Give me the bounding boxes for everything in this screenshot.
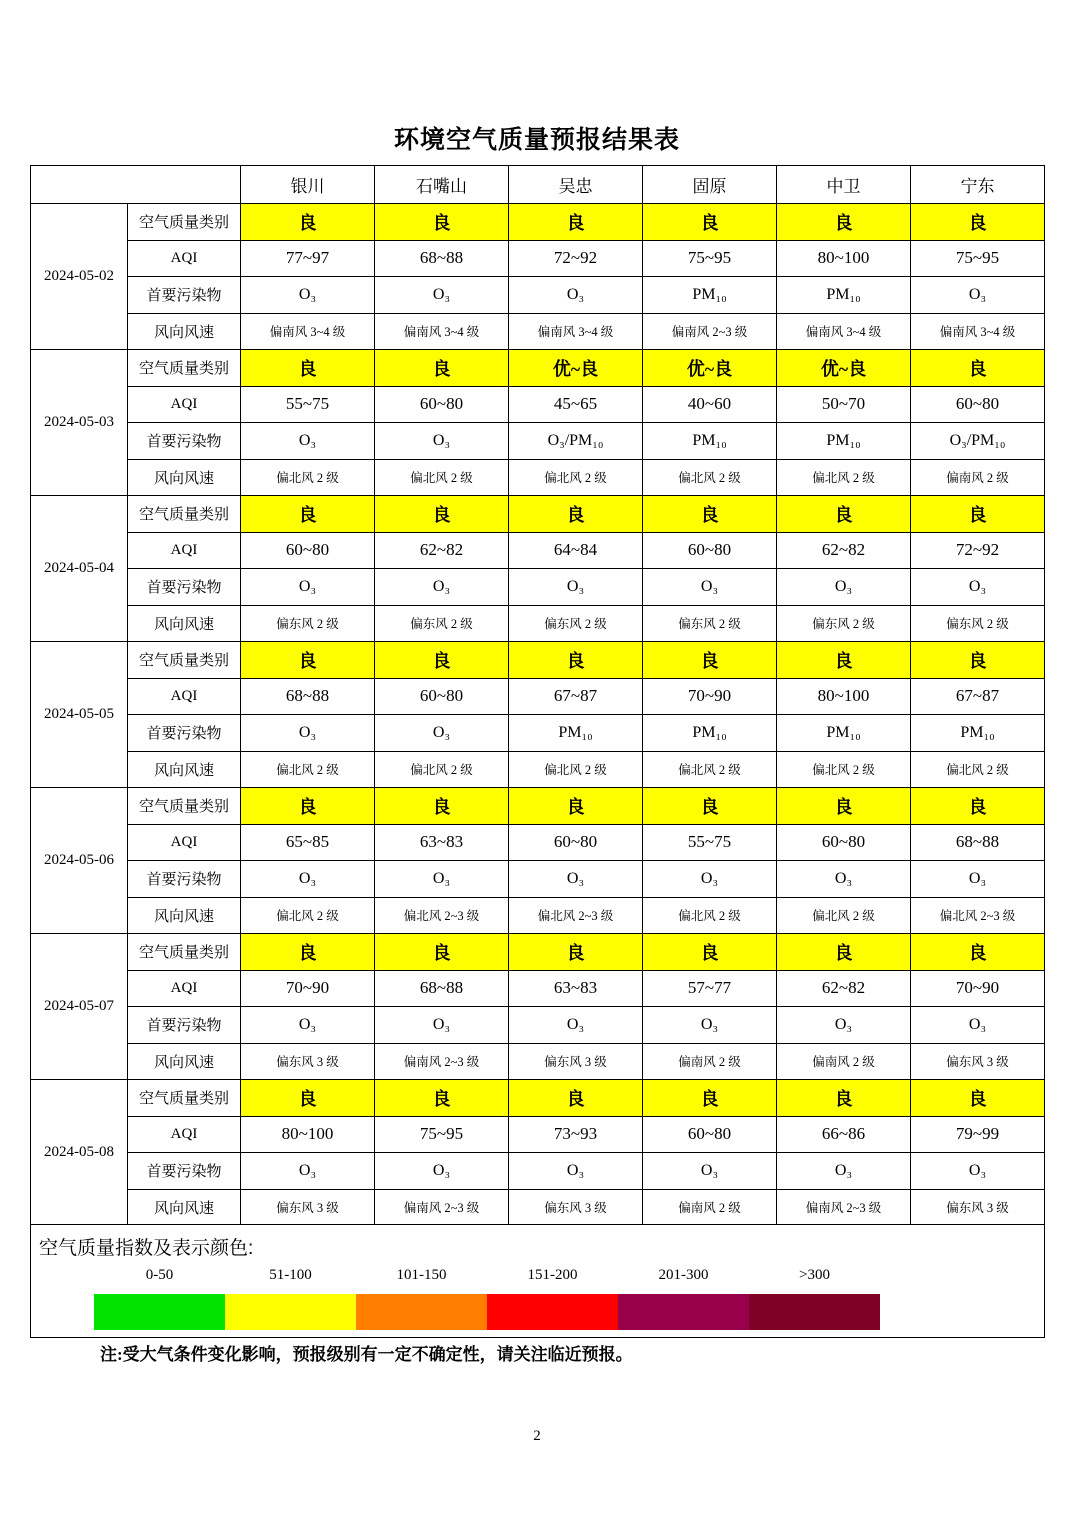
date-cell: 2024-05-05 (31, 642, 128, 788)
table-row (31, 1116, 1045, 1153)
category-cell: 良 (643, 934, 777, 971)
category-cell: 良 (241, 496, 375, 533)
category-cell: 良 (509, 1080, 643, 1117)
table-row (31, 1043, 1045, 1080)
category-cell: 良 (777, 788, 911, 825)
date-cell: 2024-05-08 (31, 1080, 128, 1226)
legend-range-labels (94, 1267, 880, 1284)
aqi-cell: 68~88 (241, 678, 375, 715)
aqi-cell: 55~75 (643, 824, 777, 861)
row-label-pollutant: 首要污染物 (128, 715, 241, 752)
date-cell: 2024-05-04 (31, 496, 128, 642)
pollutant-cell: O₃ (375, 423, 509, 460)
pollutant-cell: O₃ (509, 1007, 643, 1044)
pollutant-cell: O₃ (509, 861, 643, 898)
aqi-cell: 68~88 (911, 824, 1045, 861)
row-label-category: 空气质量类别 (128, 350, 241, 387)
row-label-pollutant: 首要污染物 (128, 569, 241, 606)
category-cell: 良 (241, 204, 375, 241)
category-cell: 良 (241, 788, 375, 825)
row-label-wind: 风向风速 (128, 459, 241, 496)
legend-color-block (749, 1294, 880, 1330)
pollutant-cell: O₃ (911, 569, 1045, 606)
aqi-cell: 60~80 (777, 824, 911, 861)
category-cell: 良 (509, 788, 643, 825)
aqi-cell: 65~85 (241, 824, 375, 861)
legend-color-block (225, 1294, 356, 1330)
aqi-cell: 77~97 (241, 240, 375, 277)
legend-range-label: 151-200 (527, 1267, 578, 1283)
header-row (31, 166, 1045, 204)
aqi-cell: 70~90 (911, 970, 1045, 1007)
pollutant-cell: PM₁₀ (777, 423, 911, 460)
pollutant-cell: O₃ (509, 1153, 643, 1190)
pollutant-cell: O₃ (241, 277, 375, 314)
table-row (31, 1153, 1045, 1190)
pollutant-cell: O₃ (241, 1007, 375, 1044)
aqi-cell: 62~82 (375, 532, 509, 569)
legend-color-bar (94, 1294, 880, 1330)
aqi-cell: 60~80 (643, 1116, 777, 1153)
city-header: 银川 (241, 166, 375, 204)
aqi-cell: 80~100 (777, 678, 911, 715)
wind-cell: 偏北风 2 级 (375, 751, 509, 788)
wind-cell: 偏东风 2 级 (375, 605, 509, 642)
wind-cell: 偏北风 2 级 (241, 459, 375, 496)
table-row (31, 496, 1045, 533)
wind-cell: 偏东风 3 级 (911, 1043, 1045, 1080)
wind-cell: 偏北风 2 级 (375, 459, 509, 496)
pollutant-cell: O₃ (241, 715, 375, 752)
wind-cell: 偏北风 2 级 (911, 751, 1045, 788)
row-label-wind: 风向风速 (128, 1189, 241, 1226)
pollutant-cell: O₃ (509, 569, 643, 606)
wind-cell: 偏北风 2 级 (643, 751, 777, 788)
legend-range-label: 101-150 (396, 1267, 447, 1283)
table-row (31, 569, 1045, 606)
category-cell: 良 (375, 1080, 509, 1117)
wind-cell: 偏南风 2 级 (911, 459, 1045, 496)
table-row (31, 642, 1045, 679)
aqi-cell: 60~80 (241, 532, 375, 569)
aqi-cell: 64~84 (509, 532, 643, 569)
aqi-cell: 72~92 (911, 532, 1045, 569)
legend-range-label: >300 (799, 1267, 830, 1283)
city-header: 中卫 (777, 166, 911, 204)
aqi-cell: 60~80 (375, 386, 509, 423)
row-label-wind: 风向风速 (128, 897, 241, 934)
row-label-category: 空气质量类别 (128, 934, 241, 971)
table-row (31, 532, 1045, 569)
aqi-cell: 75~95 (375, 1116, 509, 1153)
row-label-wind: 风向风速 (128, 751, 241, 788)
pollutant-cell: O₃ (375, 569, 509, 606)
table-row (31, 824, 1045, 861)
pollutant-cell: O₃ (375, 715, 509, 752)
table-row (31, 861, 1045, 898)
pollutant-cell: O₃ (777, 569, 911, 606)
row-label-category: 空气质量类别 (128, 1080, 241, 1117)
category-cell: 良 (375, 204, 509, 241)
category-cell: 良 (375, 934, 509, 971)
table-row (31, 240, 1045, 277)
legend-range-label: 0-50 (145, 1267, 174, 1283)
aqi-cell: 62~82 (777, 532, 911, 569)
wind-cell: 偏东风 2 级 (643, 605, 777, 642)
wind-cell: 偏北风 2~3 级 (509, 897, 643, 934)
row-label-pollutant: 首要污染物 (128, 1007, 241, 1044)
table-row (31, 423, 1045, 460)
wind-cell: 偏北风 2 级 (509, 459, 643, 496)
pollutant-cell: O₃ (375, 277, 509, 314)
date-cell: 2024-05-07 (31, 934, 128, 1080)
table-row (31, 1080, 1045, 1117)
table-row (31, 204, 1045, 241)
aqi-cell: 50~70 (777, 386, 911, 423)
table-row (31, 1007, 1045, 1044)
aqi-cell: 73~93 (509, 1116, 643, 1153)
page-title: 环境空气质量预报结果表 (393, 127, 680, 154)
aqi-cell: 66~86 (777, 1116, 911, 1153)
aqi-cell: 55~75 (241, 386, 375, 423)
aqi-cell: 60~80 (375, 678, 509, 715)
aqi-cell: 79~99 (911, 1116, 1045, 1153)
wind-cell: 偏南风 3~4 级 (241, 313, 375, 350)
category-cell: 良 (241, 642, 375, 679)
row-label-aqi: AQI (128, 386, 241, 423)
row-label-wind: 风向风速 (128, 605, 241, 642)
pollutant-cell: O₃ (241, 569, 375, 606)
category-cell: 良 (509, 934, 643, 971)
wind-cell: 偏北风 2 级 (241, 897, 375, 934)
wind-cell: 偏南风 2 级 (777, 1043, 911, 1080)
pollutant-cell: O₃ (643, 1007, 777, 1044)
table-row (31, 970, 1045, 1007)
wind-cell: 偏东风 2 级 (911, 605, 1045, 642)
legend-box (30, 1224, 1045, 1338)
wind-cell: 偏东风 3 级 (241, 1189, 375, 1226)
row-label-pollutant: 首要污染物 (128, 1153, 241, 1190)
category-cell: 良 (911, 496, 1045, 533)
forecast-table (30, 165, 1045, 1226)
category-cell: 良 (777, 496, 911, 533)
wind-cell: 偏东风 2 级 (777, 605, 911, 642)
aqi-cell: 60~80 (509, 824, 643, 861)
pollutant-cell: O₃ (375, 1007, 509, 1044)
pollutant-cell: O₃ (509, 277, 643, 314)
wind-cell: 偏北风 2 级 (509, 751, 643, 788)
pollutant-cell: O₃ (777, 861, 911, 898)
category-cell: 优~良 (777, 350, 911, 387)
wind-cell: 偏南风 3~4 级 (375, 313, 509, 350)
footnote: 注:受大气条件变化影响，预报级别有一定不确定性，请关注临近预报。 (100, 1345, 633, 1364)
category-cell: 良 (911, 642, 1045, 679)
table-row (31, 934, 1045, 971)
pollutant-cell: PM₁₀ (643, 423, 777, 460)
legend-color-block (487, 1294, 618, 1330)
category-cell: 优~良 (643, 350, 777, 387)
category-cell: 良 (509, 642, 643, 679)
wind-cell: 偏南风 2~3 级 (375, 1043, 509, 1080)
pollutant-cell: O₃ (643, 861, 777, 898)
pollutant-cell: O₃/PM₁₀ (911, 423, 1045, 460)
table-row (31, 605, 1045, 642)
wind-cell: 偏东风 3 级 (241, 1043, 375, 1080)
pollutant-cell: PM₁₀ (777, 715, 911, 752)
wind-cell: 偏北风 2 级 (643, 897, 777, 934)
table-row (31, 788, 1045, 825)
table-row (31, 386, 1045, 423)
category-cell: 良 (777, 934, 911, 971)
aqi-cell: 80~100 (241, 1116, 375, 1153)
aqi-cell: 70~90 (241, 970, 375, 1007)
pollutant-cell: O₃ (777, 1007, 911, 1044)
city-header: 固原 (643, 166, 777, 204)
legend-color-block (94, 1294, 225, 1330)
pollutant-cell: O₃ (911, 277, 1045, 314)
category-cell: 良 (643, 496, 777, 533)
date-cell: 2024-05-03 (31, 350, 128, 496)
row-label-aqi: AQI (128, 532, 241, 569)
pollutant-cell: O₃ (241, 861, 375, 898)
aqi-cell: 68~88 (375, 240, 509, 277)
category-cell: 良 (777, 642, 911, 679)
wind-cell: 偏东风 3 级 (509, 1043, 643, 1080)
pollutant-cell: O₃ (911, 861, 1045, 898)
pollutant-cell: PM₁₀ (643, 715, 777, 752)
row-label-category: 空气质量类别 (128, 788, 241, 825)
aqi-cell: 70~90 (643, 678, 777, 715)
aqi-cell: 75~95 (643, 240, 777, 277)
category-cell: 优~良 (509, 350, 643, 387)
category-cell: 良 (911, 350, 1045, 387)
aqi-cell: 67~87 (911, 678, 1045, 715)
wind-cell: 偏南风 2 级 (643, 1043, 777, 1080)
city-header: 宁东 (911, 166, 1045, 204)
aqi-cell: 67~87 (509, 678, 643, 715)
legend-color-block (618, 1294, 749, 1330)
row-label-pollutant: 首要污染物 (128, 423, 241, 460)
category-cell: 良 (643, 204, 777, 241)
aqi-cell: 63~83 (375, 824, 509, 861)
wind-cell: 偏北风 2 级 (777, 897, 911, 934)
pollutant-cell: O₃/PM₁₀ (509, 423, 643, 460)
category-cell: 良 (241, 934, 375, 971)
wind-cell: 偏北风 2 级 (241, 751, 375, 788)
legend-color-block (356, 1294, 487, 1330)
pollutant-cell: PM₁₀ (643, 277, 777, 314)
pollutant-cell: O₃ (911, 1153, 1045, 1190)
pollutant-cell: PM₁₀ (509, 715, 643, 752)
pollutant-cell: O₃ (643, 569, 777, 606)
table-row (31, 459, 1045, 496)
corner-cell (31, 166, 241, 204)
table-row (31, 1189, 1045, 1226)
wind-cell: 偏南风 2~3 级 (643, 313, 777, 350)
table-row (31, 715, 1045, 752)
wind-cell: 偏东风 2 级 (241, 605, 375, 642)
pollutant-cell: PM₁₀ (777, 277, 911, 314)
pollutant-cell: O₃ (777, 1153, 911, 1190)
wind-cell: 偏南风 3~4 级 (777, 313, 911, 350)
category-cell: 良 (375, 496, 509, 533)
category-cell: 良 (777, 1080, 911, 1117)
aqi-cell: 63~83 (509, 970, 643, 1007)
category-cell: 良 (643, 1080, 777, 1117)
pollutant-cell: PM₁₀ (911, 715, 1045, 752)
table-row (31, 313, 1045, 350)
forecast-table-body (31, 204, 1045, 1226)
wind-cell: 偏北风 2~3 级 (911, 897, 1045, 934)
wind-cell: 偏北风 2 级 (777, 751, 911, 788)
category-cell: 良 (643, 788, 777, 825)
pollutant-cell: O₃ (241, 423, 375, 460)
category-cell: 良 (241, 350, 375, 387)
wind-cell: 偏东风 2 级 (509, 605, 643, 642)
row-label-aqi: AQI (128, 1116, 241, 1153)
city-header: 石嘴山 (375, 166, 509, 204)
wind-cell: 偏南风 2~3 级 (777, 1189, 911, 1226)
row-label-wind: 风向风速 (128, 313, 241, 350)
pollutant-cell: O₃ (643, 1153, 777, 1190)
wind-cell: 偏北风 2 级 (643, 459, 777, 496)
category-cell: 良 (643, 642, 777, 679)
table-row (31, 277, 1045, 314)
aqi-cell: 45~65 (509, 386, 643, 423)
category-cell: 良 (911, 204, 1045, 241)
wind-cell: 偏南风 2 级 (643, 1189, 777, 1226)
legend-title: 空气质量指数及表示颜色: (39, 1238, 254, 1259)
date-cell: 2024-05-06 (31, 788, 128, 934)
row-label-pollutant: 首要污染物 (128, 277, 241, 314)
date-cell: 2024-05-02 (31, 204, 128, 350)
legend-range-label: 201-300 (658, 1267, 709, 1283)
wind-cell: 偏南风 3~4 级 (911, 313, 1045, 350)
category-cell: 良 (911, 934, 1045, 971)
wind-cell: 偏北风 2 级 (777, 459, 911, 496)
category-cell: 良 (375, 350, 509, 387)
aqi-cell: 40~60 (643, 386, 777, 423)
table-row (31, 897, 1045, 934)
pollutant-cell: O₃ (375, 1153, 509, 1190)
aqi-cell: 72~92 (509, 240, 643, 277)
aqi-cell: 75~95 (911, 240, 1045, 277)
row-label-aqi: AQI (128, 240, 241, 277)
aqi-cell: 68~88 (375, 970, 509, 1007)
row-label-category: 空气质量类别 (128, 496, 241, 533)
category-cell: 良 (911, 788, 1045, 825)
wind-cell: 偏东风 3 级 (509, 1189, 643, 1226)
category-cell: 良 (777, 204, 911, 241)
wind-cell: 偏南风 2~3 级 (375, 1189, 509, 1226)
pollutant-cell: O₃ (241, 1153, 375, 1190)
category-cell: 良 (375, 642, 509, 679)
aqi-cell: 60~80 (643, 532, 777, 569)
row-label-aqi: AQI (128, 824, 241, 861)
row-label-wind: 风向风速 (128, 1043, 241, 1080)
page-number: 2 (533, 1428, 541, 1444)
aqi-cell: 57~77 (643, 970, 777, 1007)
category-cell: 良 (911, 1080, 1045, 1117)
city-header: 吴忠 (509, 166, 643, 204)
category-cell: 良 (375, 788, 509, 825)
category-cell: 良 (509, 204, 643, 241)
table-row (31, 751, 1045, 788)
row-label-category: 空气质量类别 (128, 642, 241, 679)
row-label-aqi: AQI (128, 678, 241, 715)
wind-cell: 偏东风 3 级 (911, 1189, 1045, 1226)
category-cell: 良 (509, 496, 643, 533)
wind-cell: 偏北风 2~3 级 (375, 897, 509, 934)
pollutant-cell: O₃ (911, 1007, 1045, 1044)
row-label-pollutant: 首要污染物 (128, 861, 241, 898)
aqi-cell: 80~100 (777, 240, 911, 277)
category-cell: 良 (241, 1080, 375, 1117)
pollutant-cell: O₃ (375, 861, 509, 898)
row-label-aqi: AQI (128, 970, 241, 1007)
aqi-cell: 60~80 (911, 386, 1045, 423)
legend-range-label: 51-100 (269, 1267, 312, 1283)
table-row (31, 350, 1045, 387)
table-row (31, 678, 1045, 715)
aqi-cell: 62~82 (777, 970, 911, 1007)
wind-cell: 偏南风 3~4 级 (509, 313, 643, 350)
row-label-category: 空气质量类别 (128, 204, 241, 241)
